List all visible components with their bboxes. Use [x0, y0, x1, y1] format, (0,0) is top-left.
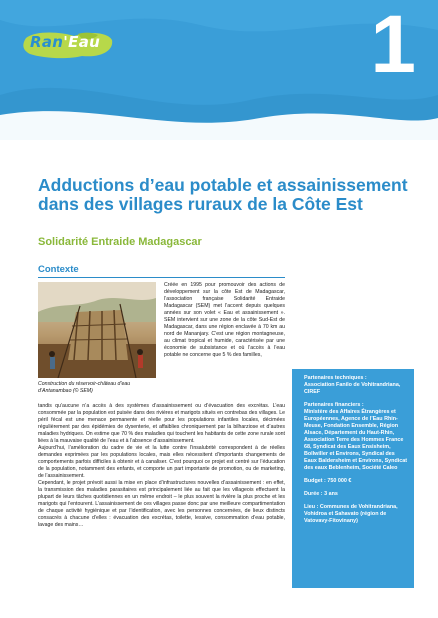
project-info-sidebar: [292, 369, 414, 588]
reservoir-construction-photo: [38, 282, 156, 378]
technical-partners: [304, 375, 408, 396]
location-value: Communes de Vohitrandriana, Vohidroa et Sahavato (région de Vatovavy-Fitovinany): [304, 504, 398, 524]
organization-subtitle: Solidarité Entraide Madagascar: [38, 236, 202, 248]
paragraph-education: Aujourd’hui, l’amélioration du cadre de vie et la lutte contre l’insalubrité correspondent à de réelles demandes exprimées par les populations locales, mais elles nécessitent d’importants changements de comportements parfois difficiles à obtenir et à canaliser. C’est pourquoi ce projet est centré sur l’éducation de la population, notamment des enfants, et comporte un part importante de promotion, ou de marketing, de l’assainissement.: [38, 445, 285, 479]
header-band: [0, 0, 438, 140]
duration: Durée : 3 ans: [304, 491, 338, 497]
intro-paragraph: Créée en 1995 pour promouvoir des actions de développement sur la côte Est de Madagascar, l’association française Solidarité Entraide Madagascar (SEM) met l’accent depuis quelques années sur son volet « Eau et assainissement ». SEM intervient sur une zone de la côte Sud-Est de Madagascar, dans une région enclavée à 70 km au nord de Mananjary. C’est une région montagneuse, au climat tropical et humide, caractérisée par une économie de subsistance et où l’accès à l’eau potable ne concerne que 5 % des familles,: [164, 282, 285, 358]
location: [304, 504, 408, 525]
paragraph-sanitation-context: tandis qu’aucune n’a accès à des systèmes d’assainissement ou d’évacuation des excrétas. L’eau consommée par la population est puisée dans des rivières et marigots situés en contrebas des villages. Le péril fécal est une menace permanente et réelle pour les populations infantiles locales, décimées régulièrement par des épidémies de dysenterie, et affaiblies chroniquement par la bilharziose et d’autres maladies hydriques. On estime que 70 % des maladies qui touchent les habitants de cette zone rurale sont liées à la mauvaise qualité de l’eau et à l’absence d’assainissement.: [38, 403, 285, 444]
logo-text: [30, 33, 100, 51]
financial-partners: [304, 402, 408, 472]
raneau-logo: [22, 30, 114, 60]
location-label: Lieu :: [304, 504, 319, 510]
logo-eau: 'Eau: [63, 33, 101, 51]
paragraph-infrastructure: Cependant, le projet prévoit aussi la mise en place d’infrastructures nouvelles d’assainissement : en effet, la transmission des maladies parasitaires est principalement liée au fait que les villageois effectuent la plupart de leurs tâches quotidiennes en un même endroit – le plus souvent la rivière la plus proche et les marigots qui l’entourent. L’assainissement de ces villages passe donc par une meilleure compartimentation de chaque activité hygiénique et par l’identification, avec les personnes concernées, de lieux distincts consacrés à chacune d’elles : évacuation des excrétas, toilette, lessive, consommation d’eau potable, lavage des mains…: [38, 480, 285, 528]
technical-partners-label: Partenaires techniques :: [304, 375, 367, 381]
logo-ran: Ran: [30, 33, 64, 51]
sidebar-content: [304, 375, 408, 531]
main-text-column: [38, 403, 285, 529]
photo-illustration: [38, 282, 156, 378]
budget: Budget : 750 000 €: [304, 478, 352, 484]
financial-partners-value: Ministère des Affaires Étrangères et Européennes, Agence de l’Eau Rhin-Meuse, Fondation Ensemble, Région Alsace, Département du Haut-Rhin, Association Terre des Hommes France 68, Syndicat des Eaux Ensisheim, Bollwiller et Environs, Syndical des Eaux Baldersheim et Environs, Syndicat des eaux Beblenheim, Société Caleo: [304, 409, 408, 471]
page-title: Adductions d’eau potable et assainissement dans des villages ruraux de la Côte Est: [38, 175, 408, 214]
financial-partners-label: Partenaires financiers :: [304, 402, 364, 408]
chapter-number: 1: [370, 0, 416, 90]
section-divider: [38, 277, 285, 278]
photo-caption: Construction du réservoir-château d’eau d’Antanambao (© SEM): [38, 381, 131, 394]
intro-column: [164, 282, 285, 359]
technical-partners-value: Association Fanilo de Vohitrandriana, CIREF: [304, 382, 401, 395]
section-title-contexte: Contexte: [38, 264, 79, 275]
